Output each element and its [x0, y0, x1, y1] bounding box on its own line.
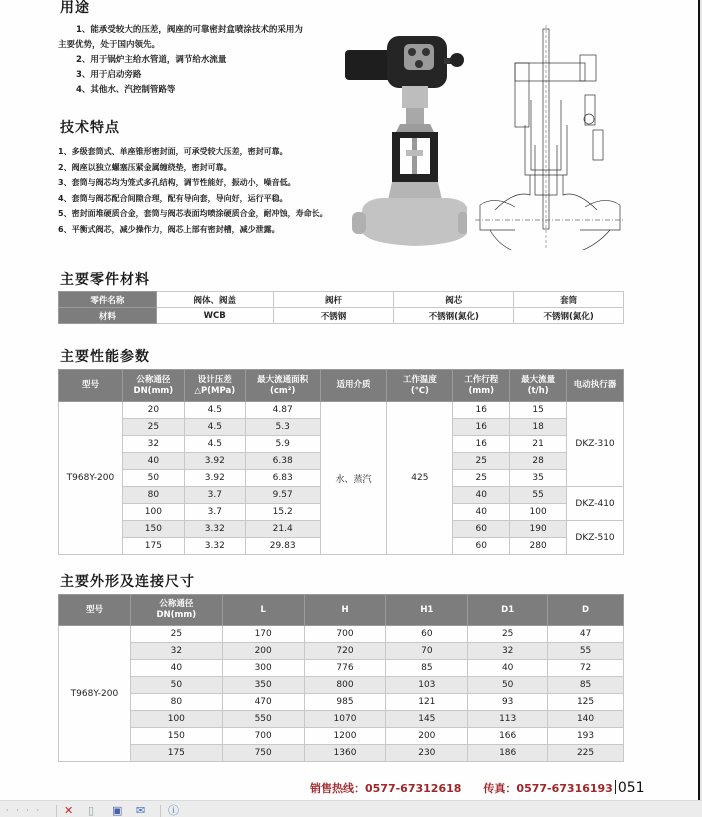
material-value: 不锈钢(氮化): [514, 308, 624, 324]
column-header-line: DN(mm): [133, 385, 174, 396]
d1-cell: 166: [468, 728, 548, 745]
electric-control-valve-photo: [342, 22, 467, 247]
fax-number: 传真：0577-67316193: [483, 782, 613, 795]
features-title: 技术特点: [60, 120, 120, 136]
l-cell: 550: [222, 711, 304, 728]
table-row: [59, 677, 624, 694]
flow-area-cell: 6.38: [245, 453, 320, 470]
medium-cell: 水、蒸汽: [320, 402, 387, 555]
l-cell: 750: [222, 745, 304, 762]
d-cell: 55: [548, 643, 624, 660]
dn-cell: 40: [130, 660, 222, 677]
h-cell: 776: [304, 660, 386, 677]
column-header-line: (℃): [410, 385, 429, 396]
usage-line: 2、用于锅炉主给水管道，调节给水流量: [76, 55, 227, 65]
max-flow-cell: 21: [510, 436, 567, 453]
part-name: 套筒: [514, 292, 624, 308]
d1-cell: 25: [468, 626, 548, 643]
delete-icon[interactable]: ✕: [64, 804, 74, 817]
feature-item: 4、套筒与阀芯配合间隙合理，配有导向套，导向好，运行平稳。: [58, 193, 288, 203]
flow-area-cell: 9.57: [245, 487, 320, 504]
max-flow-cell: 280: [510, 538, 567, 555]
column-header-line: 公称通径: [159, 599, 194, 609]
dn-cell: 150: [122, 521, 184, 538]
column-header-line: 适用介质: [336, 380, 371, 390]
h1-cell: 103: [386, 677, 468, 694]
column-header: [59, 370, 123, 402]
column-header-line: (mm): [468, 385, 494, 396]
pressure-diff-cell: 3.92: [184, 453, 245, 470]
column-header-line: L: [260, 604, 266, 615]
nav-dots-icon[interactable]: · · · ·: [6, 806, 40, 815]
column-header: [468, 595, 548, 626]
column-header: [453, 370, 510, 402]
valve-cross-section-drawing: [475, 25, 625, 250]
table-row: [59, 402, 624, 419]
d-cell: 225: [548, 745, 624, 762]
pressure-diff-cell: 3.32: [184, 521, 245, 538]
max-flow-cell: 28: [510, 453, 567, 470]
column-header-line: DN(mm): [156, 610, 197, 620]
table-row: [59, 626, 624, 643]
column-header: [122, 370, 184, 402]
dn-cell: 100: [130, 711, 222, 728]
actuator-cell: DKZ-510: [567, 521, 624, 555]
dn-cell: 50: [130, 677, 222, 694]
dn-cell: 32: [130, 643, 222, 660]
material-value: 不锈钢: [273, 308, 394, 324]
flow-area-cell: 21.4: [245, 521, 320, 538]
table-row: [59, 660, 624, 677]
column-header-line: 公称通径: [136, 374, 171, 385]
dn-cell: 40: [122, 453, 184, 470]
dn-cell: 50: [122, 470, 184, 487]
h1-cell: 60: [386, 626, 468, 643]
page-number: 051: [617, 780, 645, 796]
d-cell: 85: [548, 677, 624, 694]
stroke-cell: 40: [453, 487, 510, 504]
h1-cell: 230: [386, 745, 468, 762]
feature-item: 5、密封面堆硬质合金，套筒与阀芯表面均喷涂硬质合金，耐冲蚀，寿命长。: [58, 209, 328, 218]
max-flow-cell: 100: [510, 504, 567, 521]
d1-cell: 40: [468, 660, 548, 677]
part-name: 阀体、阀盖: [156, 292, 273, 308]
dn-cell: 150: [130, 728, 222, 745]
table-row: [59, 694, 624, 711]
table-header-row: [59, 370, 624, 402]
column-header: [59, 595, 131, 626]
l-cell: 200: [222, 643, 304, 660]
dn-cell: 175: [122, 538, 184, 555]
column-header-line: 型号: [81, 380, 99, 390]
column-header-line: H1: [420, 604, 434, 615]
dn-cell: 20: [122, 402, 184, 419]
dn-cell: 175: [130, 745, 222, 762]
usage-title: 用途: [60, 0, 90, 16]
actuator-cell: DKZ-310: [567, 402, 624, 487]
l-cell: 470: [222, 694, 304, 711]
column-header: [387, 370, 453, 402]
feature-item: 3、套筒与阀芯均为笼式多孔结构，调节性能好，振动小，噪音低。: [58, 178, 296, 187]
usage-line: 3、用于启动旁路: [76, 70, 142, 80]
h-cell: 1200: [304, 728, 386, 745]
performance-title: 主要性能参数: [60, 349, 150, 365]
temperature-cell: 425: [387, 402, 453, 555]
table-row: [59, 292, 624, 308]
footer-divider: [615, 780, 616, 794]
dn-cell: 25: [122, 419, 184, 436]
table-row: [59, 728, 624, 745]
h1-cell: 200: [386, 728, 468, 745]
usage-line: 1、能承受较大的压差，阀座的可靠密封盒喷涂技术的采用为: [76, 25, 303, 35]
l-cell: 350: [222, 677, 304, 694]
h-cell: 1070: [304, 711, 386, 728]
email-icon[interactable]: ✉: [136, 804, 146, 817]
pressure-diff-cell: 4.5: [184, 436, 245, 453]
stroke-cell: 16: [453, 436, 510, 453]
column-header-line: (t/h): [527, 385, 549, 396]
table-row: [59, 643, 624, 660]
pressure-diff-cell: 3.32: [184, 538, 245, 555]
column-header-line: △P(MPa): [194, 385, 236, 396]
h1-cell: 145: [386, 711, 468, 728]
materials-title: 主要零件材料: [60, 272, 150, 288]
flow-area-cell: 5.3: [245, 419, 320, 436]
feature-item: 2、阀座以独立螺塞压紧金属缠绕垫，密封可靠。: [58, 162, 232, 172]
l-cell: 170: [222, 626, 304, 643]
d-cell: 140: [548, 711, 624, 728]
d-cell: 47: [548, 626, 624, 643]
stroke-cell: 40: [453, 504, 510, 521]
d-cell: 125: [548, 694, 624, 711]
save-icon[interactable]: ▣: [112, 804, 123, 817]
material-value: WCB: [156, 308, 273, 324]
stroke-cell: 60: [453, 538, 510, 555]
performance-table: [58, 369, 624, 555]
dimensions-title: 主要外形及连接尺寸: [60, 574, 195, 590]
pressure-diff-cell: 4.5: [184, 402, 245, 419]
part-name: 阀芯: [394, 292, 514, 308]
h-cell: 800: [304, 677, 386, 694]
column-header: [510, 370, 567, 402]
usage-line: 4、其他水、汽控制管路等: [76, 85, 176, 95]
help-icon[interactable]: ⓘ: [168, 804, 179, 817]
material-value: 不锈钢(氮化): [394, 308, 514, 324]
l-cell: 300: [222, 660, 304, 677]
sales-hotline: 销售热线：0577-67312618: [310, 782, 462, 795]
column-header-line: 电动执行器: [573, 380, 617, 390]
d1-cell: 113: [468, 711, 548, 728]
stroke-cell: 60: [453, 521, 510, 538]
column-header: [548, 595, 624, 626]
dn-cell: 80: [130, 694, 222, 711]
h-cell: 700: [304, 626, 386, 643]
max-flow-cell: 18: [510, 419, 567, 436]
h-cell: 1360: [304, 745, 386, 762]
toolbar-divider: [160, 805, 161, 817]
max-flow-cell: 15: [510, 402, 567, 419]
column-header: [567, 370, 624, 402]
dn-cell: 100: [122, 504, 184, 521]
dn-cell: 32: [122, 436, 184, 453]
column-header-line: 工作温度: [402, 374, 437, 385]
h1-cell: 70: [386, 643, 468, 660]
table-row: [59, 745, 624, 762]
column-header-line: 工作行程: [464, 374, 499, 385]
max-flow-cell: 55: [510, 487, 567, 504]
flow-area-cell: 5.9: [245, 436, 320, 453]
stroke-cell: 16: [453, 402, 510, 419]
stroke-cell: 25: [453, 470, 510, 487]
column-header-line: 型号: [85, 604, 103, 615]
column-header: [386, 595, 468, 626]
flow-area-cell: 4.87: [245, 402, 320, 419]
flow-area-cell: 29.83: [245, 538, 320, 555]
d1-cell: 186: [468, 745, 548, 762]
d-cell: 72: [548, 660, 624, 677]
model-cell: T968Y-200: [59, 402, 123, 555]
d-cell: 193: [548, 728, 624, 745]
column-header-line: (cm²): [269, 385, 296, 396]
h-cell: 985: [304, 694, 386, 711]
table-row: [59, 711, 624, 728]
column-header: [130, 595, 222, 626]
materials-table: [58, 291, 624, 324]
table-row: [59, 308, 624, 324]
stroke-cell: 16: [453, 419, 510, 436]
h-cell: 720: [304, 643, 386, 660]
column-header: [304, 595, 386, 626]
dn-cell: 25: [130, 626, 222, 643]
part-name: 阀杆: [273, 292, 394, 308]
d1-cell: 32: [468, 643, 548, 660]
column-header: [184, 370, 245, 402]
l-cell: 700: [222, 728, 304, 745]
table-header-row: [59, 595, 624, 626]
model-cell: T968Y-200: [59, 626, 131, 762]
usage-text: [58, 23, 358, 98]
h1-cell: 121: [386, 694, 468, 711]
flow-area-cell: 6.83: [245, 470, 320, 487]
pressure-diff-cell: 4.5: [184, 419, 245, 436]
column-header: [245, 370, 320, 402]
row-label: 零件名称: [59, 292, 157, 308]
column-header-line: 最大流量: [521, 374, 556, 385]
column-header-line: D: [582, 604, 590, 615]
actuator-cell: DKZ-410: [567, 487, 624, 521]
d1-cell: 93: [468, 694, 548, 711]
max-flow-cell: 190: [510, 521, 567, 538]
pressure-diff-cell: 3.7: [184, 504, 245, 521]
pressure-diff-cell: 3.92: [184, 470, 245, 487]
dimensions-table: [58, 594, 624, 762]
row-label: 材料: [59, 308, 157, 324]
h1-cell: 85: [386, 660, 468, 677]
column-header: [320, 370, 387, 402]
pressure-diff-cell: 3.7: [184, 487, 245, 504]
column-header: [222, 595, 304, 626]
viewer-toolbar: [0, 800, 702, 817]
d1-cell: 50: [468, 677, 548, 694]
column-header-line: D1: [501, 604, 515, 615]
dn-cell: 80: [122, 487, 184, 504]
copy-icon[interactable]: ▯: [88, 804, 95, 817]
features-list: [58, 144, 378, 237]
feature-item: 6、平衡式阀芯，减少操作力，阀芯上部有密封槽，减少泄露。: [58, 224, 280, 234]
column-header-line: 最大流通面积: [257, 374, 309, 385]
stroke-cell: 25: [453, 453, 510, 470]
usage-line: 主要优势，处于国内领先。: [58, 40, 161, 50]
page-footer: [310, 780, 645, 796]
feature-item: 1、多级套筒式、单座锥形密封面，可承受较大压差，密封可靠。: [58, 147, 288, 156]
column-header-line: H: [341, 604, 349, 615]
column-header-line: 设计压差: [197, 374, 232, 385]
flow-area-cell: 15.2: [245, 504, 320, 521]
max-flow-cell: 35: [510, 470, 567, 487]
toolbar-divider: [56, 805, 57, 817]
